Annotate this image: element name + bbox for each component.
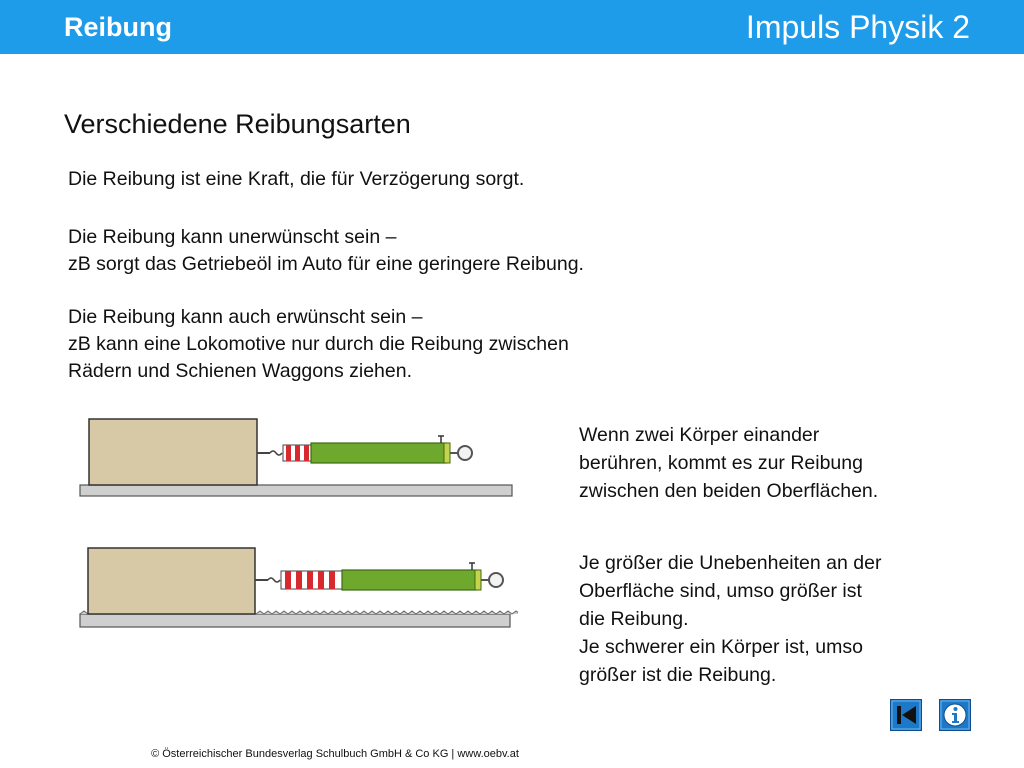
footer-copyright: © Österreichischer Bundesverlag Schulbuch GmbH & Co KG | www.oebv.at (151, 748, 519, 760)
info-icon (944, 704, 966, 726)
side-text-line: Oberfläche sind, umso größer ist (579, 580, 862, 602)
slide-title: Verschiedene Reibungsarten (64, 109, 411, 139)
rough-surface-illustration (78, 540, 518, 632)
smooth-surface (80, 485, 512, 496)
header-bar (0, 0, 1024, 54)
paragraph-line: zB kann eine Lokomotive nur durch die Reibung zwischen (68, 333, 569, 355)
side-text-line: die Reibung. (579, 608, 689, 630)
side-text-line: Je schwerer ein Körper ist, umso (579, 636, 863, 658)
topic-label: Reibung (64, 12, 172, 42)
paragraph-unwanted (68, 224, 584, 278)
paragraph-line: Die Reibung kann unerwünscht sein – (68, 226, 397, 248)
back-button[interactable] (890, 699, 922, 731)
paragraph-line: Die Reibung kann auch erwünscht sein – (68, 306, 423, 328)
side-text-line: Je größer die Unebenheiten an der (579, 552, 882, 574)
paragraph-definition (68, 166, 524, 193)
side-text-line: berühren, kommt es zur Reibung (579, 452, 863, 474)
side-text-contact (579, 421, 878, 505)
smooth-surface-illustration (78, 410, 518, 502)
side-text-line: größer ist die Reibung. (579, 664, 777, 686)
paragraph-line: zB sorgt das Getriebeöl im Auto für eine geringere Reibung. (68, 253, 584, 275)
info-button[interactable] (939, 699, 971, 731)
side-text-line: Wenn zwei Körper einander (579, 424, 820, 446)
paragraph-line: Die Reibung ist eine Kraft, die für Verzögerung sorgt. (68, 168, 525, 190)
paragraph-line: Rädern und Schienen Waggons ziehen. (68, 360, 413, 382)
wooden-block (88, 548, 255, 614)
paragraph-wanted (68, 304, 569, 385)
spring-scale (281, 563, 503, 590)
wooden-block (89, 419, 257, 485)
side-text-line: zwischen den beiden Oberflächen. (579, 480, 879, 502)
book-title: Impuls Physik 2 (745, 9, 970, 45)
spring-scale (283, 436, 472, 463)
side-text-roughness (579, 549, 881, 689)
rough-surface (80, 614, 510, 627)
